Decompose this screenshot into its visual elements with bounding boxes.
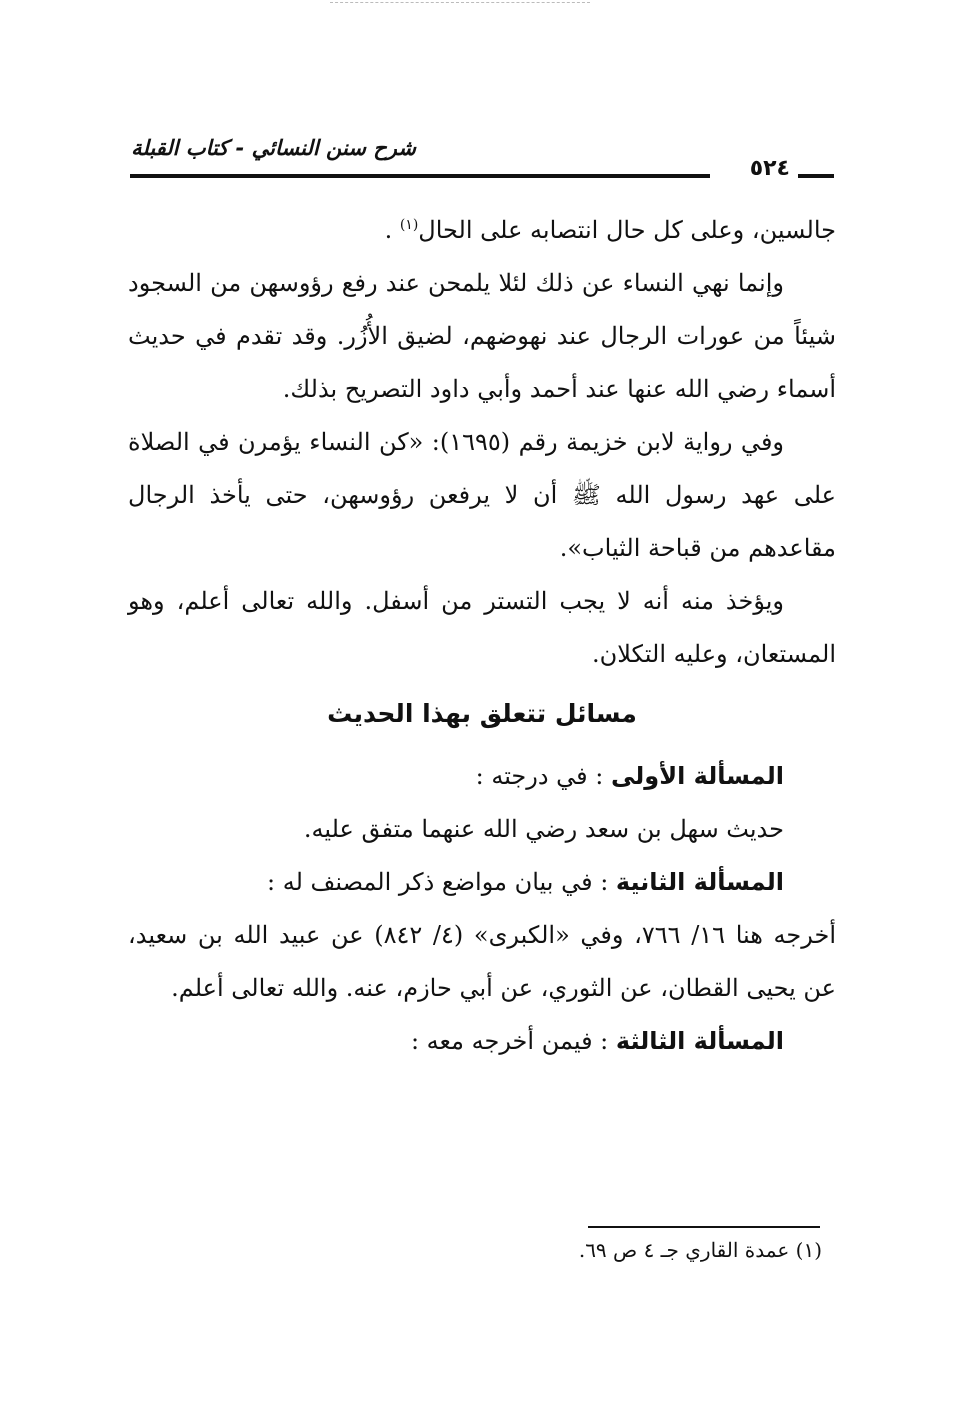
running-title: شرح سنن النسائي - كتاب القبلة xyxy=(131,136,416,160)
issue-1-label: المسألة الأولى xyxy=(611,762,784,790)
page-header xyxy=(130,128,836,188)
scan-top-marks xyxy=(330,2,590,5)
issue-3-label: المسألة الثالثة xyxy=(615,1027,784,1055)
issue-1-title: : في درجته : xyxy=(475,762,611,790)
footnote-rule xyxy=(588,1226,820,1228)
header-rule-short xyxy=(798,174,834,178)
paragraph-1-text: جالسين، وعلى كل حال انتصابه على الحال xyxy=(418,216,836,244)
footnote-reference: (١) xyxy=(399,217,419,233)
issue-2-body: أخرجه هنا ١٦/ ٧٦٦، وفي «الكبرى» (٤/ ٨٤٢) عن عبيد الله بن سعيد، عن يحيى القطان، عن الثوري، عن أبي حازم، عنه. والله تعالى أعلم. xyxy=(128,921,837,1002)
issue-3-title: : فيمن أخرجه معه : xyxy=(410,1027,616,1055)
paragraph-4: ويؤخذ منه أنه لا يجب التستر من أسفل. والله تعالى أعلم، وهو المستعان، وعليه التكلان. xyxy=(128,587,836,668)
issue-2-title: : في بيان مواضع ذكر المصنف له : xyxy=(267,868,616,896)
issue-2-heading xyxy=(128,856,836,909)
footnote: (١) عمدة القاري جـ ٤ ص ٦٩. xyxy=(578,1238,822,1262)
issue-1-body: حديث سهل بن سعد رضي الله عنهما متفق عليه. xyxy=(303,815,784,843)
page-body xyxy=(128,204,836,1068)
header-rule xyxy=(130,174,710,178)
paragraph-2: وإنما نهي النساء عن ذلك لئلا يلمحن عند رفع رؤوسهن من السجود شيئاً من عورات الرجال عند نهوضهم، لضيق الأُزُر. وقد تقدم في حديث أسماء رضي الله عنها عند أحمد وأبي داود التصريح بذلك. xyxy=(128,269,836,403)
issue-2-label: المسألة الثانية xyxy=(615,868,784,896)
section-heading: مسائل تتعلق بهذا الحديث xyxy=(327,699,637,728)
paragraph-1-end: . xyxy=(384,216,400,244)
issue-3-heading xyxy=(128,1015,836,1068)
paragraph-continuation xyxy=(128,204,836,257)
paragraph-3: وفي رواية لابن خزيمة رقم (١٦٩٥): «كن النساء يؤمرن في الصلاة على عهد رسول الله ﷺ أن لا يرفعن رؤوسهن، حتى يأخذ الرجال مقاعدهم من قباحة الثياب». xyxy=(128,428,836,562)
issue-1-heading xyxy=(128,750,836,803)
page-number: ٥٢٤ xyxy=(749,156,790,181)
